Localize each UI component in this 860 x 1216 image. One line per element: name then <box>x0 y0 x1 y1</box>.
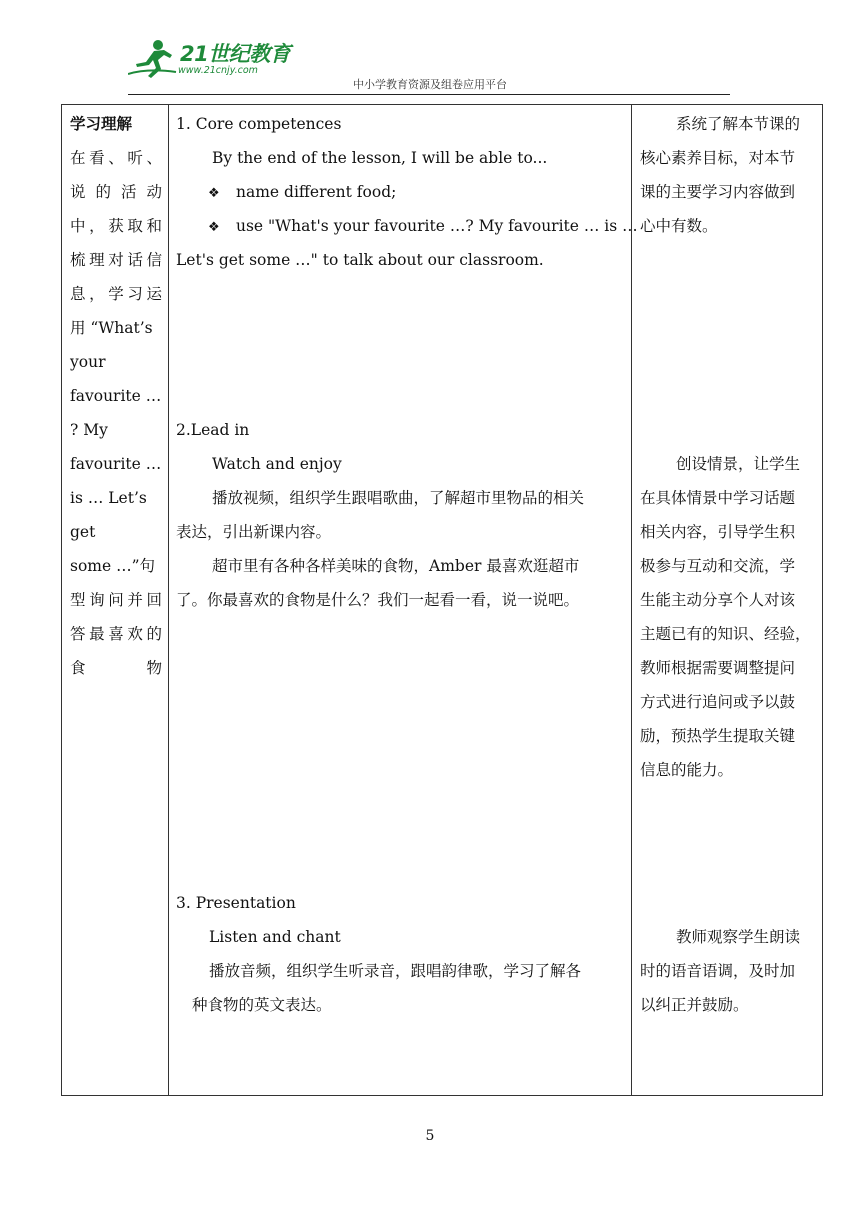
rationale-line: 励，预热学生提取关键 <box>640 727 796 745</box>
column-divider <box>168 105 169 1095</box>
objective-line: favourite … <box>70 387 162 405</box>
presentation-paragraph: 种食物的英文表达。 <box>192 996 332 1014</box>
rationale-line: 在具体情景中学习话题 <box>640 489 796 507</box>
bullet-item: ❖ use "What's your favourite …? My favourite … is … <box>208 209 624 243</box>
rationale-line: 相关内容，引导学生积 <box>640 523 796 541</box>
bullet-item: ❖ name different food; <box>208 175 396 209</box>
objective-line: some …”句 <box>70 557 156 575</box>
rationale-line: 教师根据需要调整提问 <box>640 659 796 677</box>
rationale-line: 教师观察学生朗读 <box>676 928 801 946</box>
rationale-block <box>640 447 818 787</box>
rationale-line: 心中有数。 <box>640 217 718 235</box>
header-subtitle: 中小学教育资源及组卷应用平台 <box>353 78 507 91</box>
lead-in-paragraph: 表达，引出新课内容。 <box>176 523 332 541</box>
rationale-line: 方式进行追问或予以鼓 <box>640 693 796 711</box>
objective-line: 型 询 问 并 回 <box>70 591 162 609</box>
column-divider <box>631 105 632 1095</box>
rationale-line: 核心素养目标，对本节 <box>640 149 796 167</box>
rationale-line: 以纠正并鼓励。 <box>640 996 749 1014</box>
rationale-block <box>640 920 818 1022</box>
rationale-line: 主题已有的知识、经验， <box>640 625 811 643</box>
diamond-bullet-icon: ❖ <box>208 220 220 235</box>
objective-line: 说 的 活 动 <box>70 183 162 201</box>
rationale-line: 创设情景，让学生 <box>676 455 801 473</box>
presentation-subtitle: Listen and chant <box>209 928 341 946</box>
rationale-line: 生能主动分享个人对该 <box>640 591 796 609</box>
rationale-line: 极参与互动和交流，学 <box>640 557 796 575</box>
objective-line: get <box>70 523 96 541</box>
section-title-lead-in: 2.Lead in <box>176 421 250 439</box>
lead-in-subtitle: Watch and enjoy <box>212 455 342 473</box>
logo-text: 21世纪教育 <box>180 42 291 66</box>
rationale-line: 课的主要学习内容做到 <box>640 183 796 201</box>
objective-line: your <box>70 353 106 371</box>
column-heading: 学习理解 <box>70 114 133 133</box>
section-title-core: 1. Core competences <box>176 115 342 133</box>
objective-text <box>70 141 162 685</box>
diamond-bullet-icon: ❖ <box>208 186 220 201</box>
objective-line: 在 看 、 听 、 <box>70 149 162 167</box>
objective-line: 中 ， 获 取 和 <box>70 217 162 235</box>
core-intro: By the end of the lesson, I will be able to... <box>212 149 548 167</box>
objective-line: 用 “What’s <box>70 319 153 337</box>
section-title-presentation: 3. Presentation <box>176 894 296 912</box>
page-number: 5 <box>425 1128 435 1144</box>
rationale-line: 系统了解本节课的 <box>676 115 801 133</box>
header-divider <box>128 94 730 95</box>
objective-line: 答 最 喜 欢 的 <box>70 625 162 643</box>
rationale-block <box>640 107 818 243</box>
rationale-line: 时的语音语调，及时加 <box>640 962 796 980</box>
runner-logo-icon <box>128 38 178 80</box>
objective-line: favourite … <box>70 455 162 473</box>
objective-line: 息 ， 学 习 运 <box>70 285 162 303</box>
lead-in-paragraph: 了。你最喜欢的食物是什么？我们一起看一看，说一说吧。 <box>176 591 580 609</box>
objective-line: 梳 理 对 话 信 <box>70 251 162 269</box>
presentation-paragraph: 播放音频，组织学生听录音，跟唱韵律歌，学习了解各 <box>209 962 582 980</box>
lesson-table <box>61 104 823 1096</box>
rationale-line: 信息的能力。 <box>640 761 734 779</box>
lead-in-paragraph: 播放视频，组织学生跟唱歌曲，了解超市里物品的相关 <box>212 489 585 507</box>
objective-line: is … Let’s <box>70 489 147 507</box>
bullet-continuation: Let's get some …" to talk about our classroom. <box>176 251 544 269</box>
logo-url: www.21cnjy.com <box>178 65 258 76</box>
lead-in-paragraph: 超市里有各种各样美味的食物，Amber 最喜欢逛超市 <box>212 557 580 575</box>
objective-line: ? My <box>70 421 108 439</box>
objective-column <box>70 107 162 685</box>
site-logo <box>128 38 298 80</box>
objective-line: 食 物 <box>70 659 162 677</box>
